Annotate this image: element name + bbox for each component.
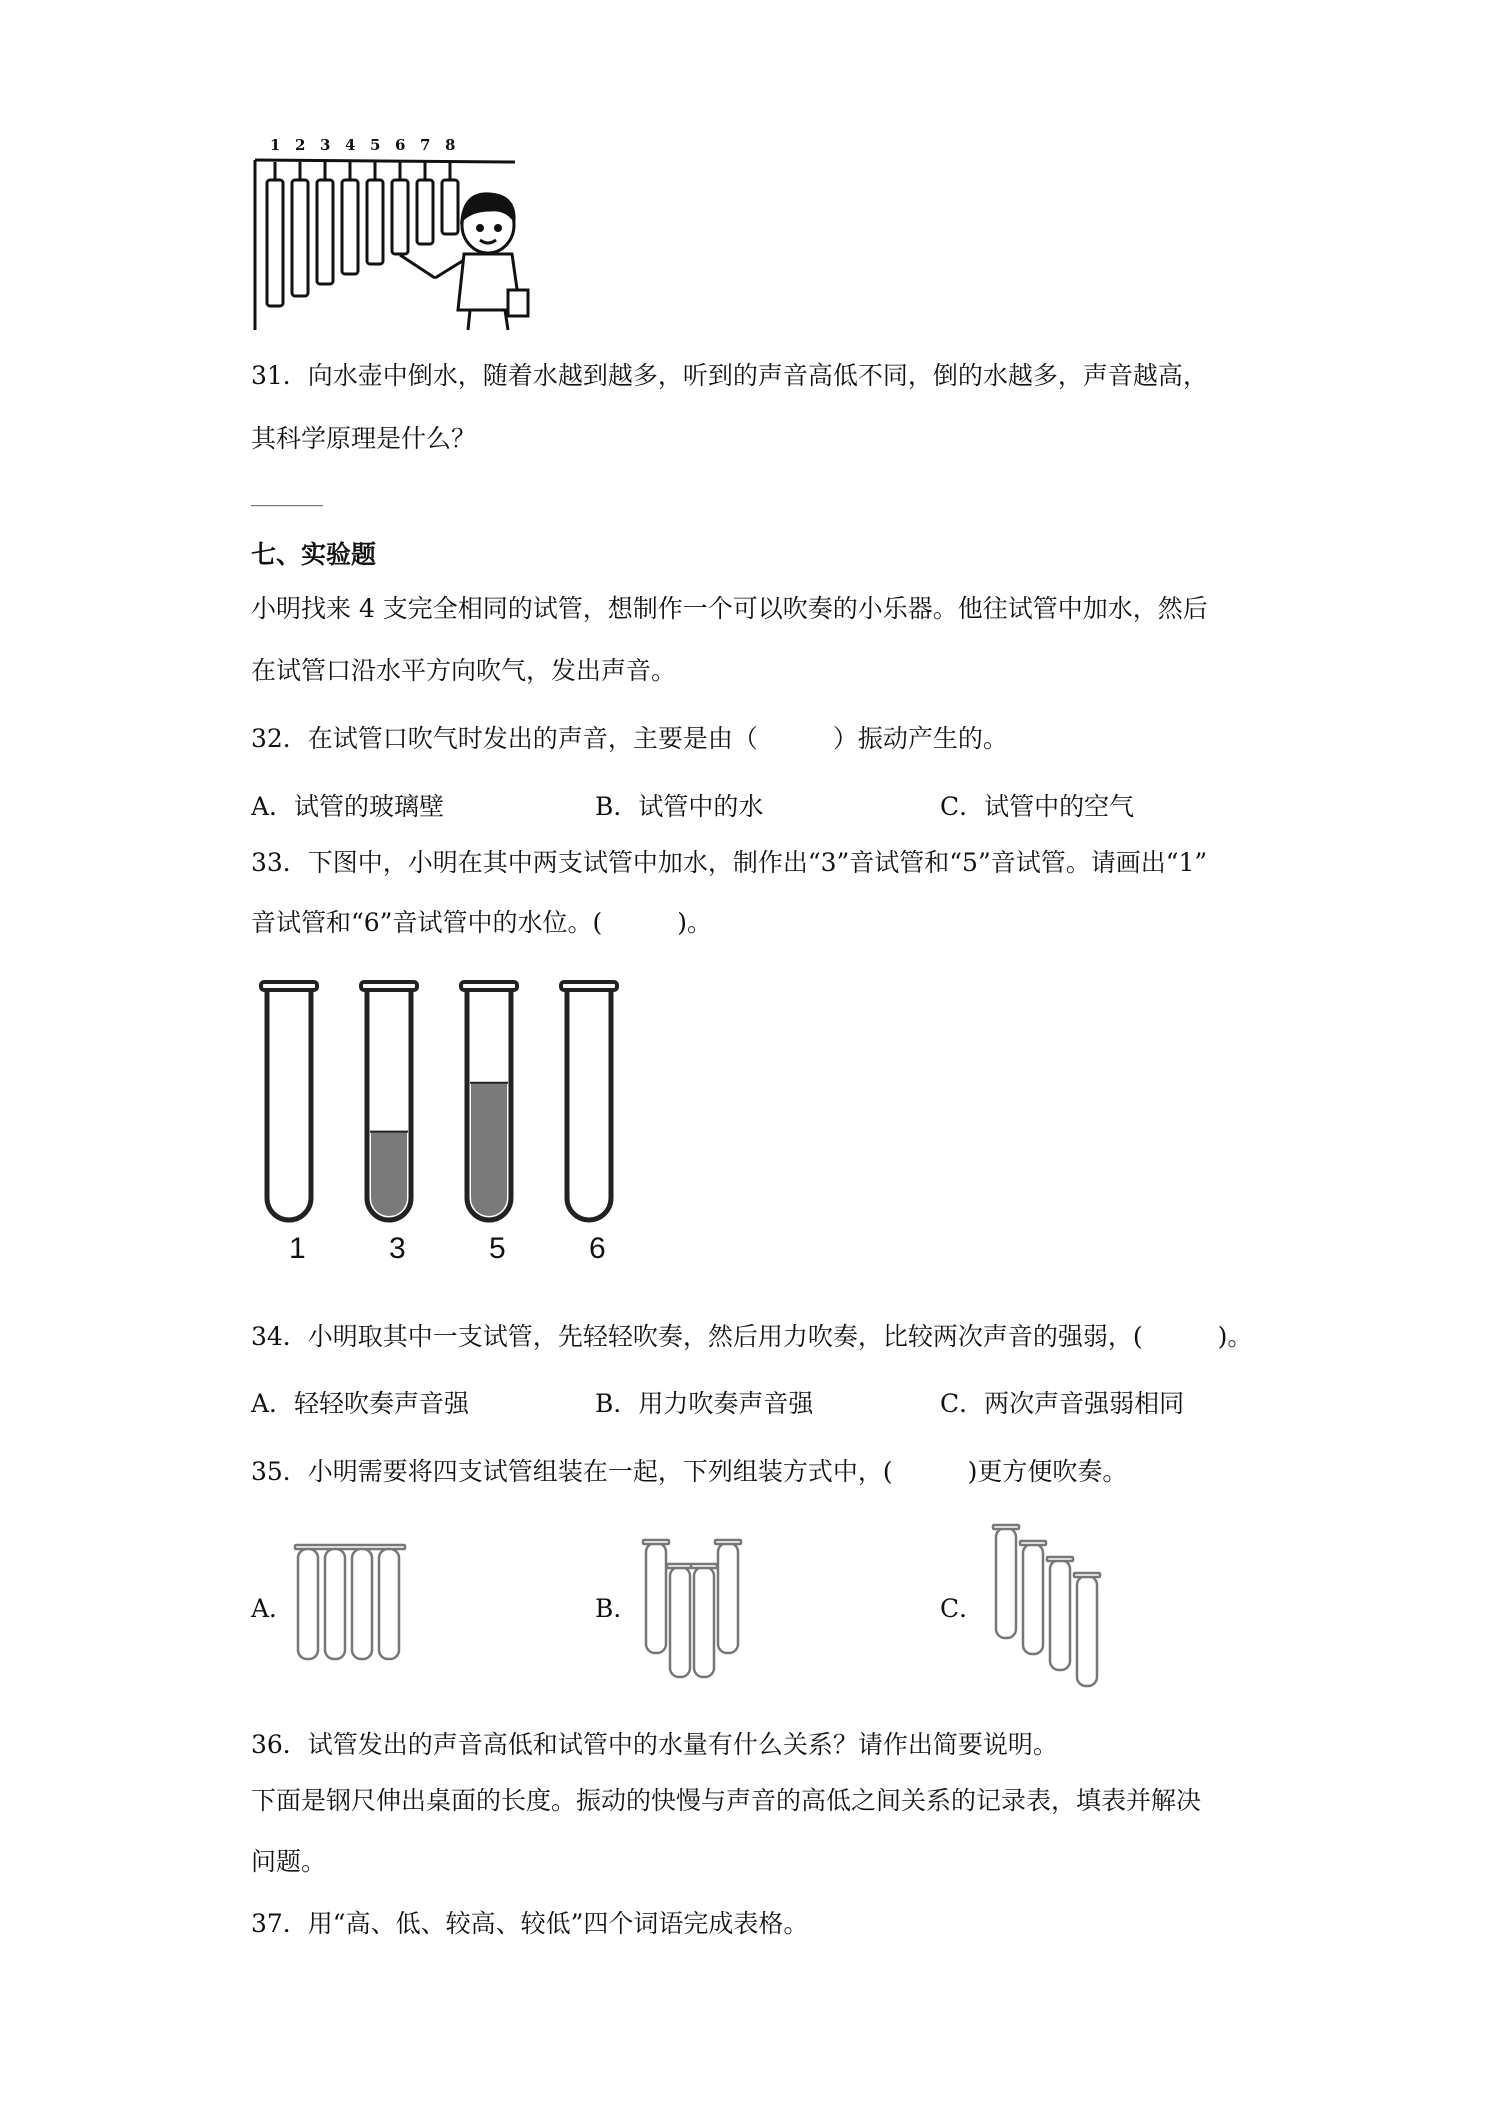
tube-rim [361,982,417,990]
q35-option-b-figure [642,1535,762,1685]
section-intro-line2: 在试管口沿水平方向吹气，发出声音。 [251,656,677,685]
q34-option-b[interactable]: B．用力吹奏声音强 [595,1389,814,1418]
q35-option-c-figure [990,1522,1120,1697]
q33-line1: 33．下图中，小明在其中两支试管中加水，制作出“3”音试管和“5”音试管。请画出“1” [251,848,1208,877]
q35-option-b[interactable]: B． [595,1594,639,1623]
q31-line1: 31．向水壶中倒水，随着水越到越多，听到的声音高低不同，倒的水越多，声音越高， [251,361,1208,390]
q36-stem: 36．试管发出的声音高低和试管中的水量有什么关系？请作出简要说明。 [251,1730,1058,1759]
q33-line2: 音试管和“6”音试管中的水位。( )。 [251,908,712,937]
tube-outline [267,988,311,1220]
bottle-number: 1 [270,136,281,154]
tube-label: 6 [589,1232,606,1265]
test-tube [261,982,317,1220]
q34-stem: 34．小明取其中一支试管，先轻轻吹奏，然后用力吹奏，比较两次声音的强弱，( )。 [251,1322,1253,1351]
q34-option-c[interactable]: C．两次声音强弱相同 [940,1389,1185,1418]
ruler-intro-line2: 问题。 [251,1847,327,1876]
section-heading: 七、实验题 [251,540,377,569]
test-tubes-illustration [255,970,655,1270]
q32-stem: 32．在试管口吹气时发出的声音，主要是由（ ）振动产生的。 [251,724,1008,753]
q35-option-a[interactable]: A． [251,1594,295,1623]
bottle-number: 7 [420,136,431,154]
tube-rim [461,982,517,990]
tube-rim [561,982,617,990]
q32-option-b[interactable]: B．试管中的水 [595,792,764,821]
q34-option-a[interactable]: A．轻轻吹奏声音强 [251,1389,470,1418]
bottle-number-row [267,136,467,156]
ruler-intro-line1: 下面是钢尺伸出桌面的长度。振动的快慢与声音的高低之间关系的记录表，填表并解决 [251,1786,1202,1815]
water-level [371,1132,407,1216]
tube-label: 1 [289,1232,306,1265]
bottle-number: 8 [445,136,456,154]
section-intro-line1: 小明找来 4 支完全相同的试管，想制作一个可以吹奏的小乐器。他往试管中加水，然后 [251,594,1208,623]
bottle-number: 4 [345,136,356,154]
q32-option-a[interactable]: A．试管的玻璃壁 [251,792,445,821]
bottles-figure [250,130,550,330]
q31-answer-blank[interactable]: ________ [251,486,323,507]
q35-option-a-figure [293,1545,413,1665]
bottle-number: 3 [320,136,331,154]
q31-line2: 其科学原理是什么？ [251,424,477,453]
tube-label: 5 [489,1232,506,1265]
q37-stem: 37．用“高、低、较高、较低”四个词语完成表格。 [251,1909,809,1938]
tube-label: 3 [389,1232,406,1265]
q35-stem: 35．小明需要将四支试管组装在一起，下列组装方式中，( )更方便吹奏。 [251,1457,1128,1486]
bottle-number: 6 [395,136,406,154]
test-tube [561,982,617,1220]
bottles-illustration [250,130,550,330]
test-tubes-figure [255,970,655,1270]
bottle-number: 2 [295,136,306,154]
test-tube [361,982,417,1220]
test-tube [461,982,517,1220]
q35-option-c[interactable]: C． [940,1594,985,1623]
q32-option-c[interactable]: C．试管中的空气 [940,792,1135,821]
tube-rim [261,982,317,990]
tube-outline [567,988,611,1220]
bottle-number: 5 [370,136,381,154]
water-level [471,1083,507,1216]
